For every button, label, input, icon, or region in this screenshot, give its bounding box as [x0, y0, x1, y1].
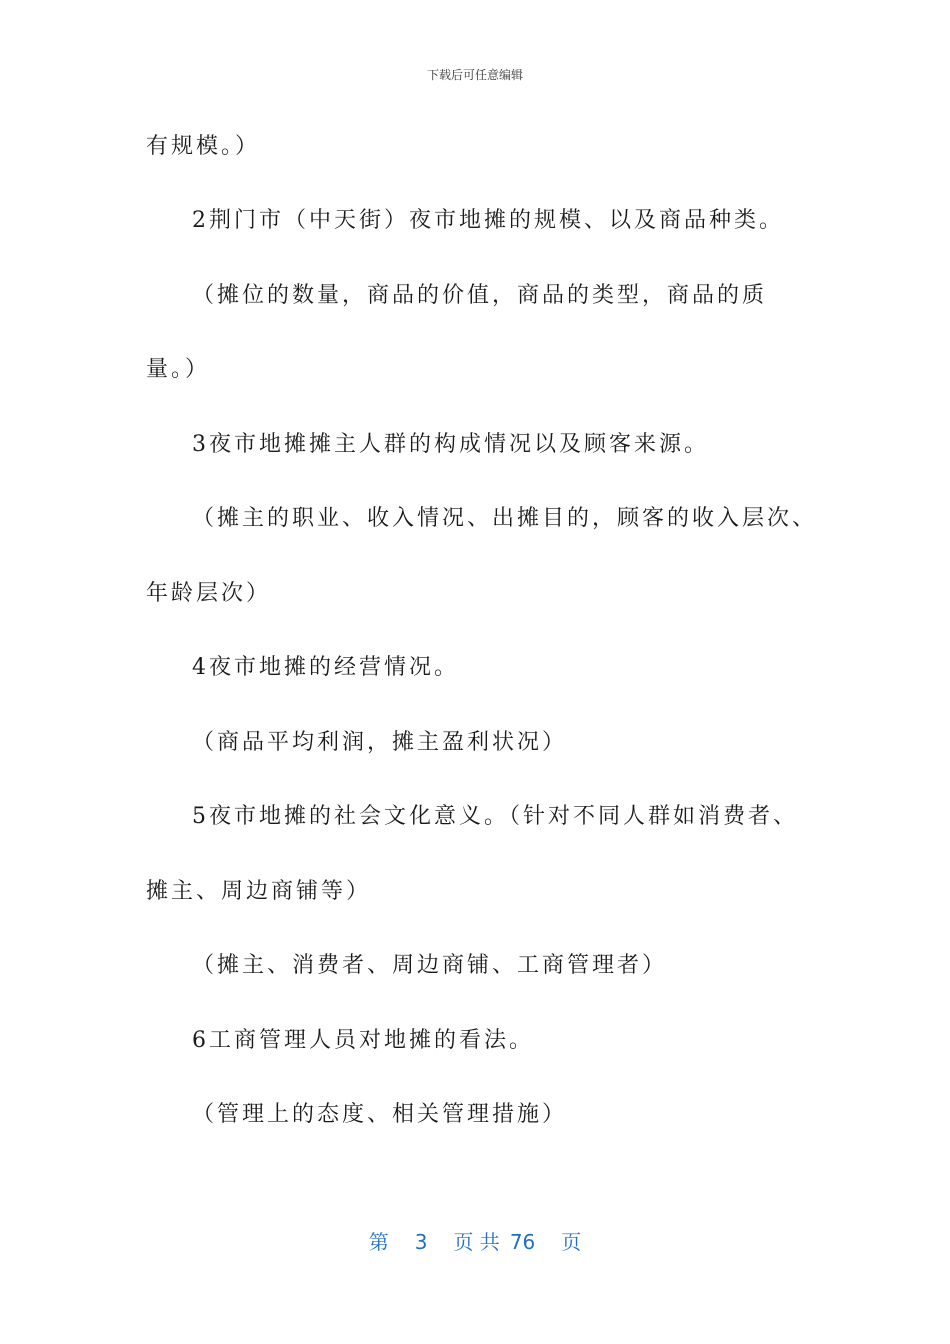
- text-line-10: 5夜市地摊的社会文化意义。（针对不同人群如消费者、: [192, 804, 798, 829]
- text-line-1: 有规模。）: [146, 134, 261, 159]
- text-line-8: 4夜市地摊的经营情况。: [192, 655, 459, 680]
- footer-label-di: 第: [368, 1230, 389, 1254]
- text-line-3: （摊位的数量，商品的价值，商品的类型，商品的质: [192, 283, 768, 308]
- footer-label-ye-gong: 页 共: [453, 1230, 500, 1254]
- text-line-4: 量。）: [146, 357, 211, 382]
- text-line-13: 6工商管理人员对地摊的看法。: [192, 1028, 534, 1053]
- text-line-7: 年龄层次）: [146, 581, 272, 606]
- text-line-12: （摊主、消费者、周边商铺、工商管理者）: [192, 953, 668, 978]
- page-footer: [0, 1226, 950, 1255]
- footer-page-current: 3: [414, 1230, 428, 1254]
- text-line-5: 3夜市地摊摊主人群的构成情况以及顾客来源。: [192, 432, 709, 457]
- text-line-9: （商品平均利润，摊主盈利状况）: [192, 730, 568, 755]
- header-note: 下载后可任意编辑: [426, 68, 523, 82]
- text-line-14: （管理上的态度、相关管理措施）: [192, 1102, 568, 1127]
- footer-page-total: 76: [509, 1230, 536, 1254]
- text-line-2: 2荆门市（中天街）夜市地摊的规模、以及商品种类。: [192, 208, 784, 233]
- footer-label-ye: 页: [561, 1230, 582, 1254]
- text-line-6: （摊主的职业、收入情况、出摊目的，顾客的收入层次、: [192, 506, 818, 531]
- text-line-11: 摊主、周边商铺等）: [146, 879, 372, 904]
